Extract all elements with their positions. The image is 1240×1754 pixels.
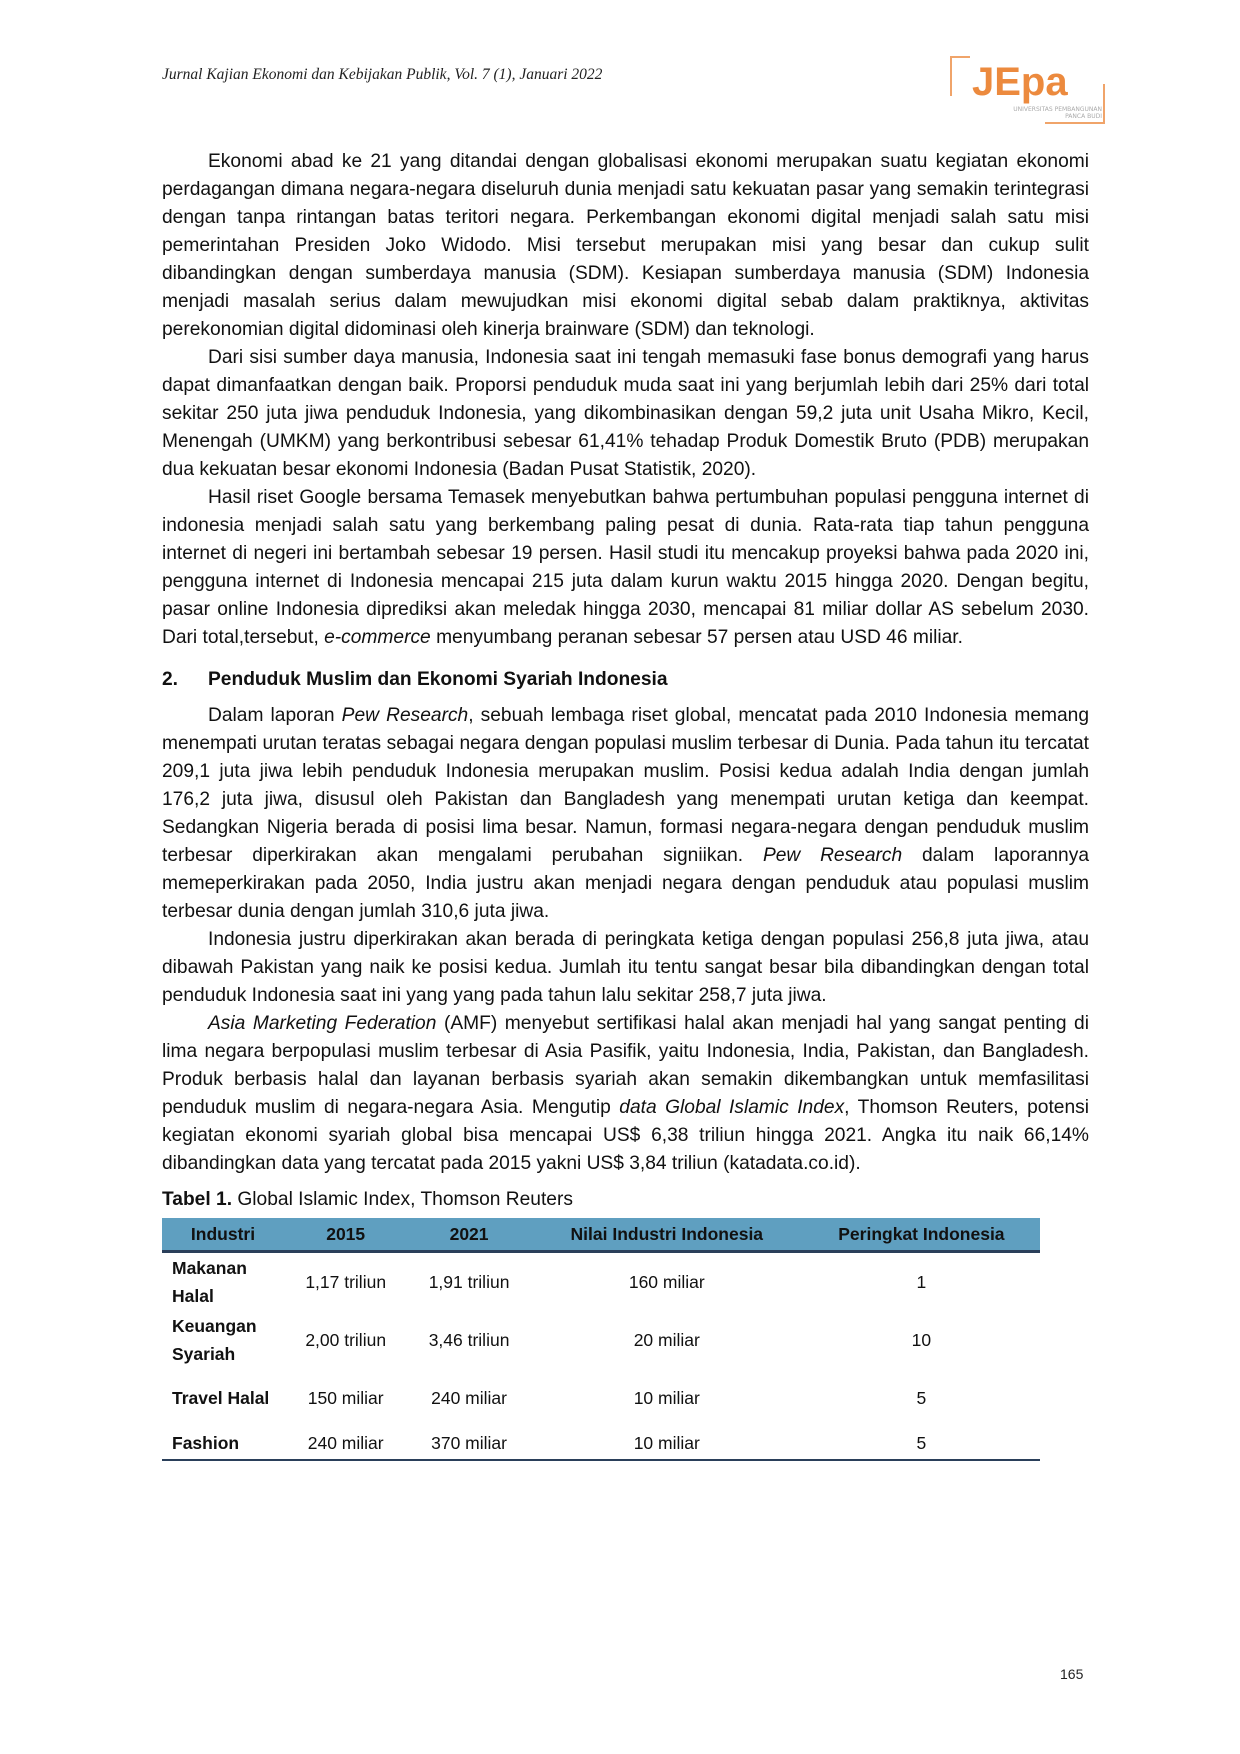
logo-subtitle: UNIVERSITAS PEMBANGUNAN PANCA BUDI [1013, 106, 1102, 120]
table-cell: 160 miliar [628, 1272, 705, 1292]
table-cell: 1,91 triliun [428, 1272, 510, 1292]
table-cell: 5 [916, 1388, 927, 1408]
paragraph [162, 702, 1089, 926]
table-header-cell: Nilai Industri Indonesia [531, 1218, 803, 1252]
text-run: dalam laporannya memeperkirakan pada 2050, India justru akan menjadi negara dengan penduduk atau populasi muslim terbesar dunia dengan jumlah 310,6 juta jiwa. [162, 845, 1089, 922]
italic-term: e-commerce [324, 627, 431, 648]
logo-frame [950, 56, 970, 58]
table-cell: 10 miliar [633, 1388, 700, 1408]
text-run: , Thomson Reuters, potensi kegiatan ekonomi syariah global bisa mencapai US$ 6,38 triliun hingga 2021. Angka itu naik 66,14% dibandingkan data yang tercatat pada 2015 yakni US$ 3,84 triliun (katadata.co.id). [162, 1097, 1089, 1174]
logo-frame [1103, 84, 1105, 124]
table-cell: 1 [916, 1272, 927, 1292]
italic-term: Pew Research [762, 845, 903, 866]
logo-frame [950, 56, 952, 96]
islamic-index-table [162, 1218, 1040, 1461]
table-cell: Travel Halal [172, 1388, 270, 1408]
table-cell: 240 miliar [431, 1388, 507, 1408]
paragraph: Ekonomi abad ke 21 yang ditandai dengan globalisasi ekonomi merupakan suatu kegiatan ekonomi perdagangan dimana negara-negara diseluruh dunia menjadi satu kekuatan pasar yang semakin terintegrasi dengan tanpa rintangan batas teritori negara. Perkembangan ekonomi digital menjadi salah satu misi pemerintahan Presiden Joko Widodo. Misi tersebut merupakan misi yang besar dan cukup sulit dibandingkan dengan sumberdaya manusia (SDM). Kesiapan sumberdaya manusia (SDM) Indonesia menjadi masalah serius dalam mewujudkan misi ekonomi digital sebab dalam praktiknya, aktivitas perekonomian digital didominasi oleh kinerja brainware (SDM) dan teknologi. [162, 151, 1089, 340]
table-cell: 240 miliar [284, 1427, 407, 1460]
text-run: , sebuah lembaga riset global, mencatat pada 2010 Indonesia memang menempati urutan teratas sebagai negara dengan populasi muslim terbesar di Dunia. Pada tahun itu tercatat 209,1 juta jiwa lebih penduduk Indonesia merupakan muslim. Posisi kedua adalah India dengan jumlah 176,2 juta jiwa, disusul oleh Pakistan dan Bangladesh yang menempati urutan ketiga dan keempat. Sedangkan Nigeria berada di posisi lima besar. Namun, formasi negara-negara dengan penduduk muslim terbesar diperkirakan akan mengalami perubahan signiikan. [162, 705, 1090, 866]
table-header-cell: Industri [162, 1218, 284, 1252]
article-body [162, 148, 1089, 1461]
section-heading [162, 666, 1089, 694]
table-caption-text: Global Islamic Index, Thomson Reuters [232, 1189, 573, 1210]
table-cell: 5 [803, 1427, 1040, 1460]
table-row [162, 1427, 1040, 1460]
paragraph: Indonesia justru diperkirakan akan berada di peringkata ketiga dengan populasi 256,8 juta jiwa, atau dibawah Pakistan yang naik ke posisi kedua. Jumlah itu tentu sangat besar bila dibandingkan dengan total penduduk Indonesia saat ini yang yang pada tahun lalu sekitar 258,7 juta jiwa. [162, 929, 1089, 1006]
table-caption-label: Tabel 1. [162, 1189, 233, 1210]
table-caption [162, 1186, 1089, 1214]
table-cell: 20 miliar [633, 1330, 700, 1350]
text-run: (AMF) menyebut sertifikasi halal akan menjadi hal yang sangat penting di lima negara berpopulasi muslim terbesar di Asia Pasifik, yaitu Indonesia, India, Pakistan, dan Bangladesh. Produk berbasis halal dan layanan berbasis syariah akan semakin dikembangkan untuk memfasilitasi penduduk muslim di negara-negara Asia. Mengutip [162, 1013, 1089, 1118]
page-number: 165 [1060, 1666, 1084, 1682]
text-run: Hasil riset Google bersama Temasek menyebutkan bahwa pertumbuhan populasi pengguna internet di indonesia menjadi salah satu yang berkembang paling pesat di dunia. Rata-rata tiap tahun pengguna internet di negeri ini bertambah sebesar 19 persen. Hasil studi itu mencakup proyeksi bahwa pada 2020 ini, pengguna internet di Indonesia mencapai 215 juta dalam kurun waktu 2015 hingga 2020. Dengan begitu, pasar online Indonesia diprediksi akan meledak hingga 2030, mencapai 81 miliar dollar AS sebelum 2030. Dari total,tersebut, [162, 487, 1089, 648]
table-cell: Makanan Halal [172, 1258, 247, 1306]
table-cell: Keuangan Syariah [172, 1316, 257, 1364]
journal-logo [950, 56, 1105, 128]
table-header-row [162, 1218, 1040, 1252]
logo-frame [1045, 122, 1105, 124]
table-cell: 2,00 triliun [305, 1330, 387, 1350]
table-cell: 150 miliar [307, 1388, 384, 1408]
table-row [162, 1369, 1040, 1427]
table-cell: 3,46 triliun [428, 1330, 510, 1350]
logo-text: JEpa [972, 60, 1068, 104]
text-run: menyumbang peranan sebesar 57 persen atau USD 46 miliar. [430, 627, 963, 648]
italic-term: Asia Marketing Federation [208, 1013, 437, 1034]
italic-term: Pew Research [341, 705, 469, 726]
table-header-cell: Peringkat Indonesia [803, 1218, 1040, 1252]
italic-term: data Global Islamic Index [619, 1097, 845, 1118]
table-cell: 370 miliar [407, 1427, 530, 1460]
paragraph [162, 484, 1089, 652]
table-cell: Fashion [162, 1427, 284, 1460]
table-row [162, 1252, 1040, 1312]
table-cell: 1,17 triliun [305, 1272, 387, 1292]
paragraph: Dari sisi sumber daya manusia, Indonesia saat ini tengah memasuki fase bonus demografi yang harus dapat dimanfaatkan dengan baik. Proporsi penduduk muda saat ini yang berjumlah lebih dari 25% dari total sekitar 250 juta jiwa penduduk Indonesia, yang dikombinasikan dengan 59,2 juta unit Usaha Mikro, Kecil, Menengah (UMKM) yang berkontribusi sebesar 61,41% tehadap Produk Domestik Bruto (PDB) merupakan dua kekuatan besar ekonomi Indonesia (Badan Pusat Statistik, 2020). [162, 347, 1089, 480]
section-number: 2. [162, 669, 179, 690]
table-header-cell: 2021 [407, 1218, 530, 1252]
table-header-cell: 2015 [284, 1218, 407, 1252]
section-title: Penduduk Muslim dan Ekonomi Syariah Indonesia [208, 669, 668, 690]
table-cell: 10 miliar [531, 1427, 803, 1460]
text-run: Dalam laporan [208, 705, 342, 726]
table-row [162, 1311, 1040, 1369]
journal-header: Jurnal Kajian Ekonomi dan Kebijakan Publik, Vol. 7 (1), Januari 2022 [162, 66, 603, 83]
table-cell: 10 [911, 1330, 932, 1350]
paragraph [162, 1010, 1089, 1178]
